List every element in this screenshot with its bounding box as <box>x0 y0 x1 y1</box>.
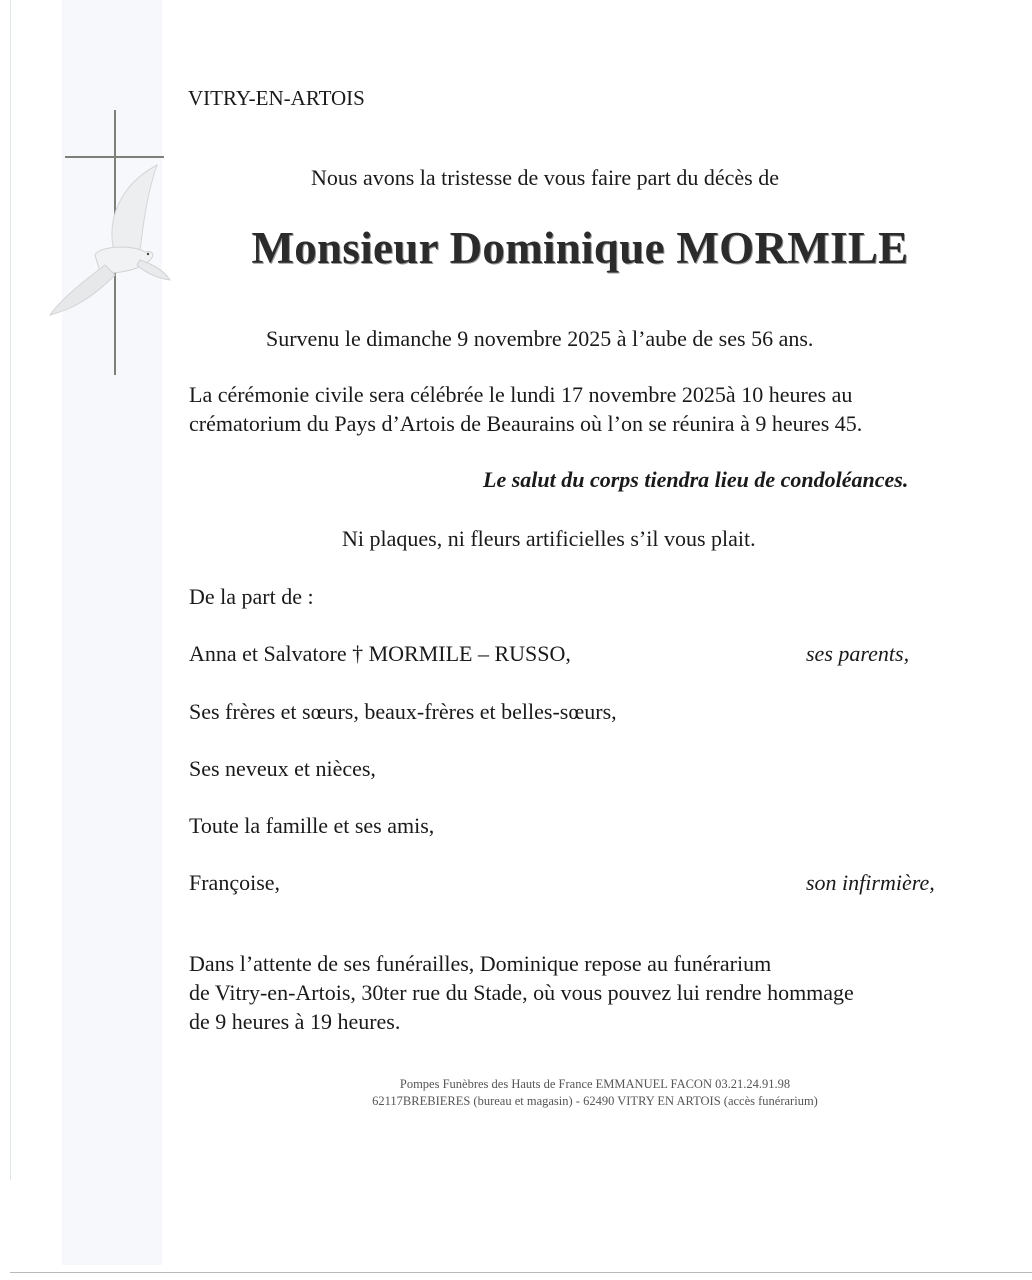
ceremony-line: crématorium du Pays d’Artois de Beaurains où l’on se réunira à 9 heures 45. <box>189 411 863 436</box>
intro-text: Nous avons la tristesse de vous faire part du décès de <box>311 165 779 190</box>
ceremony-line: La cérémonie civile sera célébrée le lundi 17 novembre 2025à 10 heures au <box>189 382 853 407</box>
family-member: Françoise, <box>189 870 281 895</box>
page-edge-bottom <box>10 1272 1032 1273</box>
family-member: Ses frères et sœurs, beaux-frères et belles-sœurs, <box>189 699 617 724</box>
family-relation: ses parents, <box>806 641 910 666</box>
town-heading: VITRY-EN-ARTOIS <box>188 86 365 110</box>
rest-line: de Vitry-en-Artois, 30ter rue du Stade, où vous pouvez lui rendre hommage <box>189 980 854 1005</box>
page-edge <box>10 0 11 1180</box>
family-member: Toute la famille et ses amis, <box>189 813 435 838</box>
flowers-text: Ni plaques, ni fleurs artificielles s’il vous plait. <box>342 526 756 551</box>
rest-line: Dans l’attente de ses funérailles, Dominique repose au funérarium <box>189 951 772 976</box>
condolences-text: Le salut du corps tiendra lieu de condoléances. <box>483 467 909 492</box>
deceased-name: Monsieur Dominique MORMILE <box>251 223 909 273</box>
cross-icon-bar <box>65 156 164 158</box>
footer-line: 62117BREBIERES (bureau et magasin) - 62490 VITRY EN ARTOIS (accès funérarium) <box>372 1094 818 1108</box>
from-label: De la part de : <box>189 584 314 609</box>
family-member: Anna et Salvatore † MORMILE – RUSSO, <box>189 641 571 666</box>
family-member: Ses neveux et nièces, <box>189 756 376 781</box>
footer-line: Pompes Funèbres des Hauts de France EMMANUEL FACON 03.21.24.91.98 <box>399 1077 791 1091</box>
rest-line: de 9 heures à 19 heures. <box>189 1009 401 1034</box>
family-relation: son infirmière, <box>806 870 935 895</box>
death-text: Survenu le dimanche 9 novembre 2025 à l’aube de ses 56 ans. <box>266 326 814 351</box>
